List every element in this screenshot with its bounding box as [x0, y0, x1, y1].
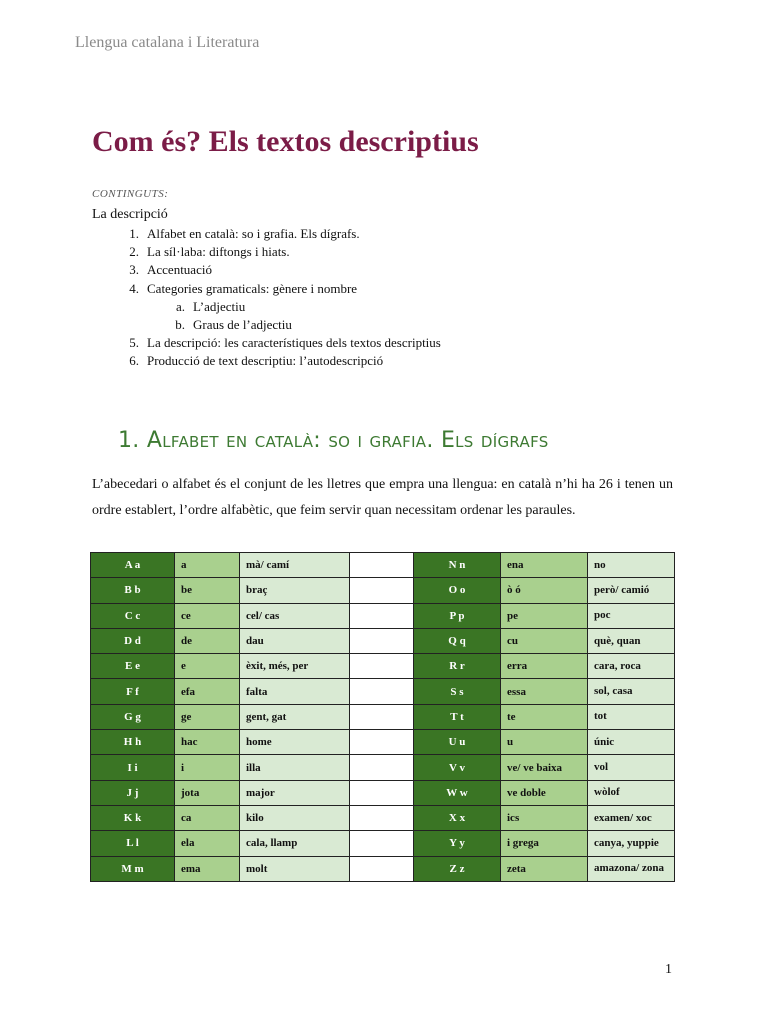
letter-name-cell: te — [501, 704, 588, 729]
example-cell: cel/ cas — [240, 603, 350, 628]
table-gap-cell — [350, 603, 414, 628]
letter-name-cell: a — [175, 553, 240, 578]
example-cell: major — [240, 780, 350, 805]
letter-cell: I i — [91, 755, 175, 780]
example-cell: tot — [588, 704, 675, 729]
letter-cell: Q q — [414, 628, 501, 653]
example-cell: kilo — [240, 805, 350, 830]
letter-name-cell: u — [501, 730, 588, 755]
contents-item-text: L’adjectiu — [193, 298, 246, 314]
letter-cell: D d — [91, 628, 175, 653]
table-row — [91, 730, 675, 755]
contents-item — [92, 243, 441, 261]
example-cell: examen/ xoc — [588, 805, 675, 830]
example-cell: canya, yuppie — [588, 831, 675, 856]
letter-name-cell: be — [175, 578, 240, 603]
letter-cell: J j — [91, 780, 175, 805]
letter-name-cell: e — [175, 654, 240, 679]
table-gap-cell — [350, 628, 414, 653]
table-gap-cell — [350, 654, 414, 679]
letter-name-cell: ve doble — [501, 780, 588, 805]
example-cell: dau — [240, 628, 350, 653]
letter-name-cell: ge — [175, 704, 240, 729]
table-gap-cell — [350, 578, 414, 603]
letter-cell: P p — [414, 603, 501, 628]
page-number: 1 — [665, 962, 672, 977]
table-row — [91, 654, 675, 679]
contents-item-text: La descripció: les característiques dels textos descriptius — [147, 335, 441, 351]
table-gap-cell — [350, 780, 414, 805]
letter-cell: U u — [414, 730, 501, 755]
contents-item-number: 5. — [129, 335, 139, 351]
contents-item-text: Graus de l’adjectiu — [193, 316, 292, 332]
letter-name-cell: jota — [175, 780, 240, 805]
contents-list — [92, 225, 441, 371]
example-cell: únic — [588, 730, 675, 755]
letter-cell: N n — [414, 553, 501, 578]
alphabet-table — [90, 552, 675, 882]
contents-item-number: 6. — [129, 353, 139, 369]
letter-cell: T t — [414, 704, 501, 729]
table-gap-cell — [350, 679, 414, 704]
contents-item — [92, 334, 441, 352]
contents-heading: CONTINGUTS: — [92, 188, 169, 200]
letter-cell: S s — [414, 679, 501, 704]
example-cell: què, quan — [588, 628, 675, 653]
contents-item-number: 2. — [129, 244, 139, 260]
letter-cell: A a — [91, 553, 175, 578]
section-heading: 1. Alfabet en català: so i grafia. Els dígrafs — [118, 428, 549, 453]
example-cell: sol, casa — [588, 679, 675, 704]
table-row — [91, 628, 675, 653]
letter-name-cell: ò ó — [501, 578, 588, 603]
letter-name-cell: ena — [501, 553, 588, 578]
table-row — [91, 603, 675, 628]
letter-cell: O o — [414, 578, 501, 603]
example-cell: vol — [588, 755, 675, 780]
example-cell: no — [588, 553, 675, 578]
letter-name-cell: ics — [501, 805, 588, 830]
letter-name-cell: ca — [175, 805, 240, 830]
letter-cell: Y y — [414, 831, 501, 856]
table-gap-cell — [350, 755, 414, 780]
letter-cell: C c — [91, 603, 175, 628]
table-gap-cell — [350, 704, 414, 729]
letter-cell: V v — [414, 755, 501, 780]
example-cell: però/ camió — [588, 578, 675, 603]
letter-name-cell: ve/ ve baixa — [501, 755, 588, 780]
letter-cell: R r — [414, 654, 501, 679]
letter-name-cell: i grega — [501, 831, 588, 856]
intro-paragraph: L’abecedari o alfabet és el conjunt de les lletres que empra una llengua: en català n’hi ha 26 i tenen un ordre establert, l’ordre alfabètic, que feim servir quan necessitam ordenar les paraules. — [92, 477, 673, 518]
example-cell: braç — [240, 578, 350, 603]
example-cell: poc — [588, 603, 675, 628]
example-cell: wòlof — [588, 780, 675, 805]
table-row — [91, 780, 675, 805]
example-cell: home — [240, 730, 350, 755]
letter-cell: L l — [91, 831, 175, 856]
table-row — [91, 704, 675, 729]
letter-name-cell: zeta — [501, 856, 588, 881]
contents-item-number: 4. — [129, 280, 139, 296]
letter-name-cell: ce — [175, 603, 240, 628]
contents-item-text: Producció de text descriptiu: l’autodescripció — [147, 353, 384, 369]
letter-name-cell: cu — [501, 628, 588, 653]
letter-cell: K k — [91, 805, 175, 830]
table-gap-cell — [350, 856, 414, 881]
example-cell: falta — [240, 679, 350, 704]
letter-name-cell: ema — [175, 856, 240, 881]
contents-item — [92, 225, 441, 243]
letter-name-cell: i — [175, 755, 240, 780]
letter-name-cell: efa — [175, 679, 240, 704]
contents-item-text: Alfabet en català: so i grafia. Els dígrafs. — [147, 226, 360, 241]
letter-cell: M m — [91, 856, 175, 881]
contents-item-text: La síl·laba: diftongs i hiats. — [147, 244, 290, 260]
contents-item — [92, 261, 441, 279]
contents-item-number: 3. — [129, 262, 139, 278]
contents-item-number: a. — [175, 298, 185, 314]
contents-item-number: b. — [175, 316, 185, 332]
contents-item — [92, 280, 441, 298]
example-cell: èxit, més, per — [240, 654, 350, 679]
table-gap-cell — [350, 805, 414, 830]
contents-subitem — [92, 298, 441, 316]
letter-cell: X x — [414, 805, 501, 830]
example-cell: illa — [240, 755, 350, 780]
letter-name-cell: hac — [175, 730, 240, 755]
letter-name-cell: essa — [501, 679, 588, 704]
table-gap-cell — [350, 831, 414, 856]
table-gap-cell — [350, 553, 414, 578]
contents-item-text: Accentuació — [147, 262, 212, 278]
letter-cell: E e — [91, 654, 175, 679]
letter-cell: H h — [91, 730, 175, 755]
letter-cell: G g — [91, 704, 175, 729]
example-cell: mà/ camí — [240, 553, 350, 578]
table-row — [91, 831, 675, 856]
table-row — [91, 553, 675, 578]
letter-cell: B b — [91, 578, 175, 603]
letter-cell: F f — [91, 679, 175, 704]
example-cell: cala, llamp — [240, 831, 350, 856]
contents-subitem — [92, 316, 441, 334]
table-row — [91, 755, 675, 780]
example-cell: amazona/ zona — [588, 856, 675, 881]
running-header: Llengua catalana i Literatura — [75, 34, 260, 51]
letter-name-cell: pe — [501, 603, 588, 628]
letter-name-cell: de — [175, 628, 240, 653]
contents-item-number: 1. — [129, 226, 139, 241]
contents-item-text: Categories gramaticals: gènere i nombre — [147, 280, 358, 296]
letter-cell: Z z — [414, 856, 501, 881]
table-row — [91, 805, 675, 830]
contents-subtitle: La descripció — [92, 207, 168, 222]
table-row — [91, 856, 675, 881]
example-cell: gent, gat — [240, 704, 350, 729]
example-cell: molt — [240, 856, 350, 881]
letter-name-cell: ela — [175, 831, 240, 856]
letter-name-cell: erra — [501, 654, 588, 679]
contents-item — [92, 352, 441, 370]
table-gap-cell — [350, 730, 414, 755]
document-title: Com és? Els textos descriptius — [92, 125, 479, 158]
table-row — [91, 578, 675, 603]
example-cell: cara, roca — [588, 654, 675, 679]
letter-cell: W w — [414, 780, 501, 805]
table-row — [91, 679, 675, 704]
